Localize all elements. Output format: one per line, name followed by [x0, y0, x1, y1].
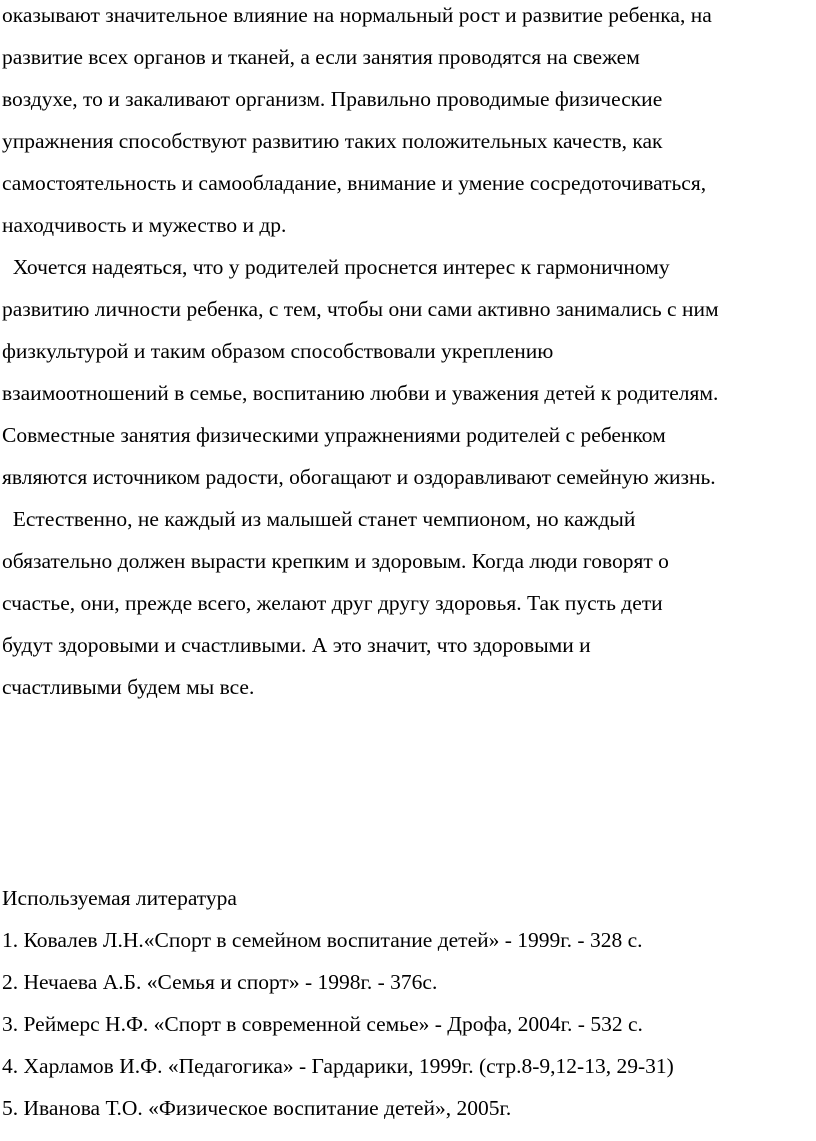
literature-heading: Используемая литература — [2, 886, 237, 910]
body-line: счастливыми будем мы все. — [2, 675, 255, 699]
body-line: упражнения способствуют развитию таких положительных качеств, как — [2, 129, 663, 153]
body-line: физкультурой и таким образом способствовали укреплению — [2, 339, 554, 363]
body-line: обязательно должен вырасти крепким и здоровым. Когда люди говорят о — [2, 549, 669, 573]
body-line: будут здоровыми и счастливыми. А это значит, что здоровыми и — [2, 633, 591, 657]
body-line: оказывают значительное влияние на нормальный рост и развитие ребенка, на — [2, 3, 712, 27]
literature-item: 4. Харламов И.Ф. «Педагогика» - Гардарики, 1999г. (стр.8-9,12-13, 29-31) — [2, 1054, 674, 1078]
body-line: самостоятельность и самообладание, внимание и умение сосредоточиваться, — [2, 171, 707, 195]
body-line: счастье, они, прежде всего, желают друг другу здоровья. Так пусть дети — [2, 591, 663, 615]
body-line: являются источником радости, обогащают и оздоравливают семейную жизнь. — [2, 465, 716, 489]
body-line: Естественно, не каждый из малышей станет чемпионом, но каждый — [2, 507, 636, 531]
body-line: Совместные занятия физическими упражнениями родителей с ребенком — [2, 423, 666, 447]
body-line: воздухе, то и закаливают организм. Правильно проводимые физические — [2, 87, 663, 111]
literature-item: 1. Ковалев Л.Н.«Спорт в семейном воспитание детей» - 1999г. - 328 с. — [2, 928, 643, 952]
body-line: развитие всех органов и тканей, а если занятия проводятся на свежем — [2, 45, 640, 69]
body-line: развитию личности ребенка, с тем, чтобы они сами активно занимались с ним — [2, 297, 719, 321]
body-line: Хочется надеяться, что у родителей проснется интерес к гармоничному — [2, 255, 670, 279]
body-line: находчивость и мужество и др. — [2, 213, 287, 237]
body-line: взаимоотношений в семье, воспитанию любви и уважения детей к родителям. — [2, 381, 719, 405]
literature-item: 5. Иванова Т.О. «Физическое воспитание детей», 2005г. — [2, 1096, 512, 1120]
literature-item: 2. Нечаева А.Б. «Семья и спорт» - 1998г. - 376с. — [2, 970, 438, 994]
literature-item: 3. Реймерс Н.Ф. «Спорт в современной семье» - Дрофа, 2004г. - 532 с. — [2, 1012, 643, 1036]
